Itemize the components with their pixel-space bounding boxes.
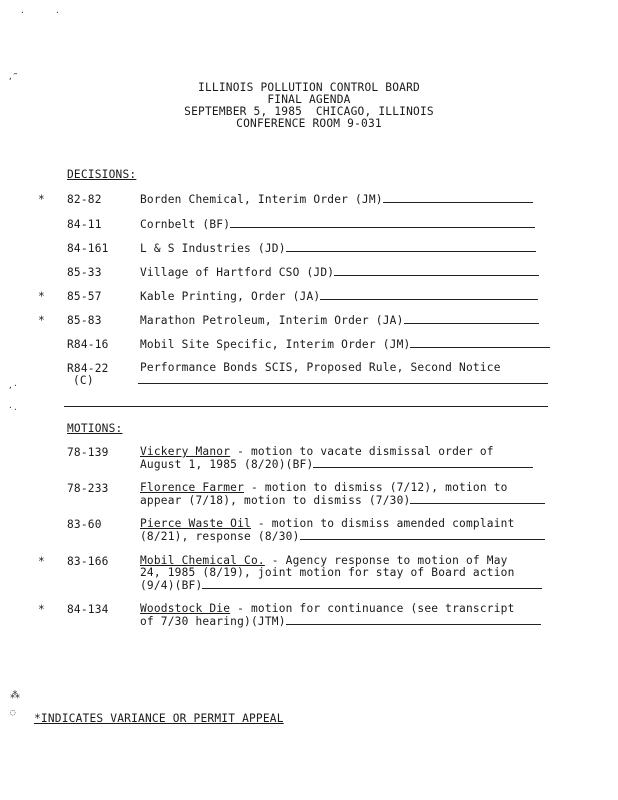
meeting-date-location: SEPTEMBER 5, 1985 CHICAGO, ILLINOIS bbox=[184, 105, 434, 118]
scan-speck: ·. bbox=[8, 403, 19, 412]
scan-speck: · bbox=[20, 8, 26, 17]
fill-line bbox=[202, 579, 542, 589]
docket-number: 84-161 bbox=[67, 242, 109, 255]
docket-number: 83-60 bbox=[67, 518, 102, 531]
fill-line bbox=[410, 338, 550, 348]
fill-line bbox=[300, 530, 545, 540]
scan-speck: ◌ bbox=[10, 708, 16, 718]
docket-number: 85-83 bbox=[67, 314, 102, 327]
motion-text: Florence Farmer - motion to dismiss (7/12), motion to appear (7/18), motion to dismiss (7/30) bbox=[140, 482, 548, 507]
variance-marker: * bbox=[38, 603, 45, 616]
fill-line bbox=[138, 383, 548, 384]
docket-number: 84-134 bbox=[67, 603, 109, 616]
variance-marker: * bbox=[38, 555, 45, 568]
fill-line bbox=[230, 218, 535, 228]
decision-text: Mobil Site Specific, Interim Order (JM) bbox=[140, 338, 548, 351]
variance-marker: * bbox=[38, 193, 45, 206]
docket-number: R84-22 bbox=[67, 362, 109, 375]
decision-text: Cornbelt (BF) bbox=[140, 218, 548, 231]
decision-text: Performance Bonds SCIS, Proposed Rule, Second Notice bbox=[140, 361, 501, 374]
fill-line bbox=[404, 314, 539, 324]
case-title: Pierce Waste Oil bbox=[140, 517, 251, 530]
variance-marker: * bbox=[38, 314, 45, 327]
scan-speck: · bbox=[55, 8, 61, 17]
docket-number: R84-16 bbox=[67, 338, 109, 351]
fill-line bbox=[334, 266, 539, 276]
scan-speck: ⁂ bbox=[10, 690, 21, 701]
fill-line bbox=[286, 615, 541, 625]
docket-number: 78-233 bbox=[67, 482, 109, 495]
decision-text: L & S Industries (JD) bbox=[140, 242, 548, 255]
case-title: Vickery Manor bbox=[140, 445, 231, 458]
docket-suffix: (C) bbox=[73, 374, 94, 387]
board-name: ILLINOIS POLLUTION CONTROL BOARD bbox=[198, 81, 420, 94]
fill-line bbox=[320, 290, 538, 300]
case-title: Mobil Chemical Co. bbox=[140, 554, 265, 567]
section-divider bbox=[64, 406, 548, 407]
docket-number: 82-82 bbox=[67, 193, 102, 206]
variance-marker: * bbox=[38, 290, 45, 303]
decisions-heading: DECISIONS: bbox=[67, 168, 137, 181]
motion-text: Vickery Manor - motion to vacate dismissal order of August 1, 1985 (8/20)(BF) bbox=[140, 446, 548, 471]
motion-text: Pierce Waste Oil - motion to dismiss amended complaint (8/21), response (8/30) bbox=[140, 518, 548, 543]
decision-text: Borden Chemical, Interim Order (JM) bbox=[140, 193, 548, 206]
decision-text: Kable Printing, Order (JA) bbox=[140, 290, 548, 303]
fill-line bbox=[286, 242, 536, 252]
motion-text: Mobil Chemical Co. - Agency response to motion of May 24, 1985 (8/19), joint motion for stay of Board action (9/4)(BF) bbox=[140, 555, 548, 592]
docket-number: 83-166 bbox=[67, 555, 109, 568]
fill-line bbox=[313, 458, 533, 468]
agenda-title: FINAL AGENDA bbox=[267, 93, 351, 106]
scan-speck: ,· bbox=[8, 381, 19, 390]
case-title: Woodstock Die bbox=[140, 602, 231, 615]
agenda-header bbox=[0, 82, 618, 130]
footnote: *INDICATES VARIANCE OR PERMIT APPEAL bbox=[34, 712, 284, 725]
docket-number: 78-139 bbox=[67, 446, 109, 459]
fill-line bbox=[383, 193, 533, 203]
decision-text: Village of Hartford CSO (JD) bbox=[140, 266, 548, 279]
docket-number: 84-11 bbox=[67, 218, 102, 231]
motions-heading: MOTIONS: bbox=[67, 422, 123, 435]
decision-text: Marathon Petroleum, Interim Order (JA) bbox=[140, 314, 548, 327]
fill-line bbox=[410, 494, 545, 504]
motion-text: Woodstock Die - motion for continuance (see transcript of 7/30 hearing)(JTM) bbox=[140, 603, 548, 628]
docket-number: 85-57 bbox=[67, 290, 102, 303]
meeting-room: CONFERENCE ROOM 9-031 bbox=[236, 117, 382, 130]
docket-number: 85-33 bbox=[67, 266, 102, 279]
case-title: Florence Farmer bbox=[140, 481, 245, 494]
scan-speck: ,‴ bbox=[8, 72, 19, 81]
